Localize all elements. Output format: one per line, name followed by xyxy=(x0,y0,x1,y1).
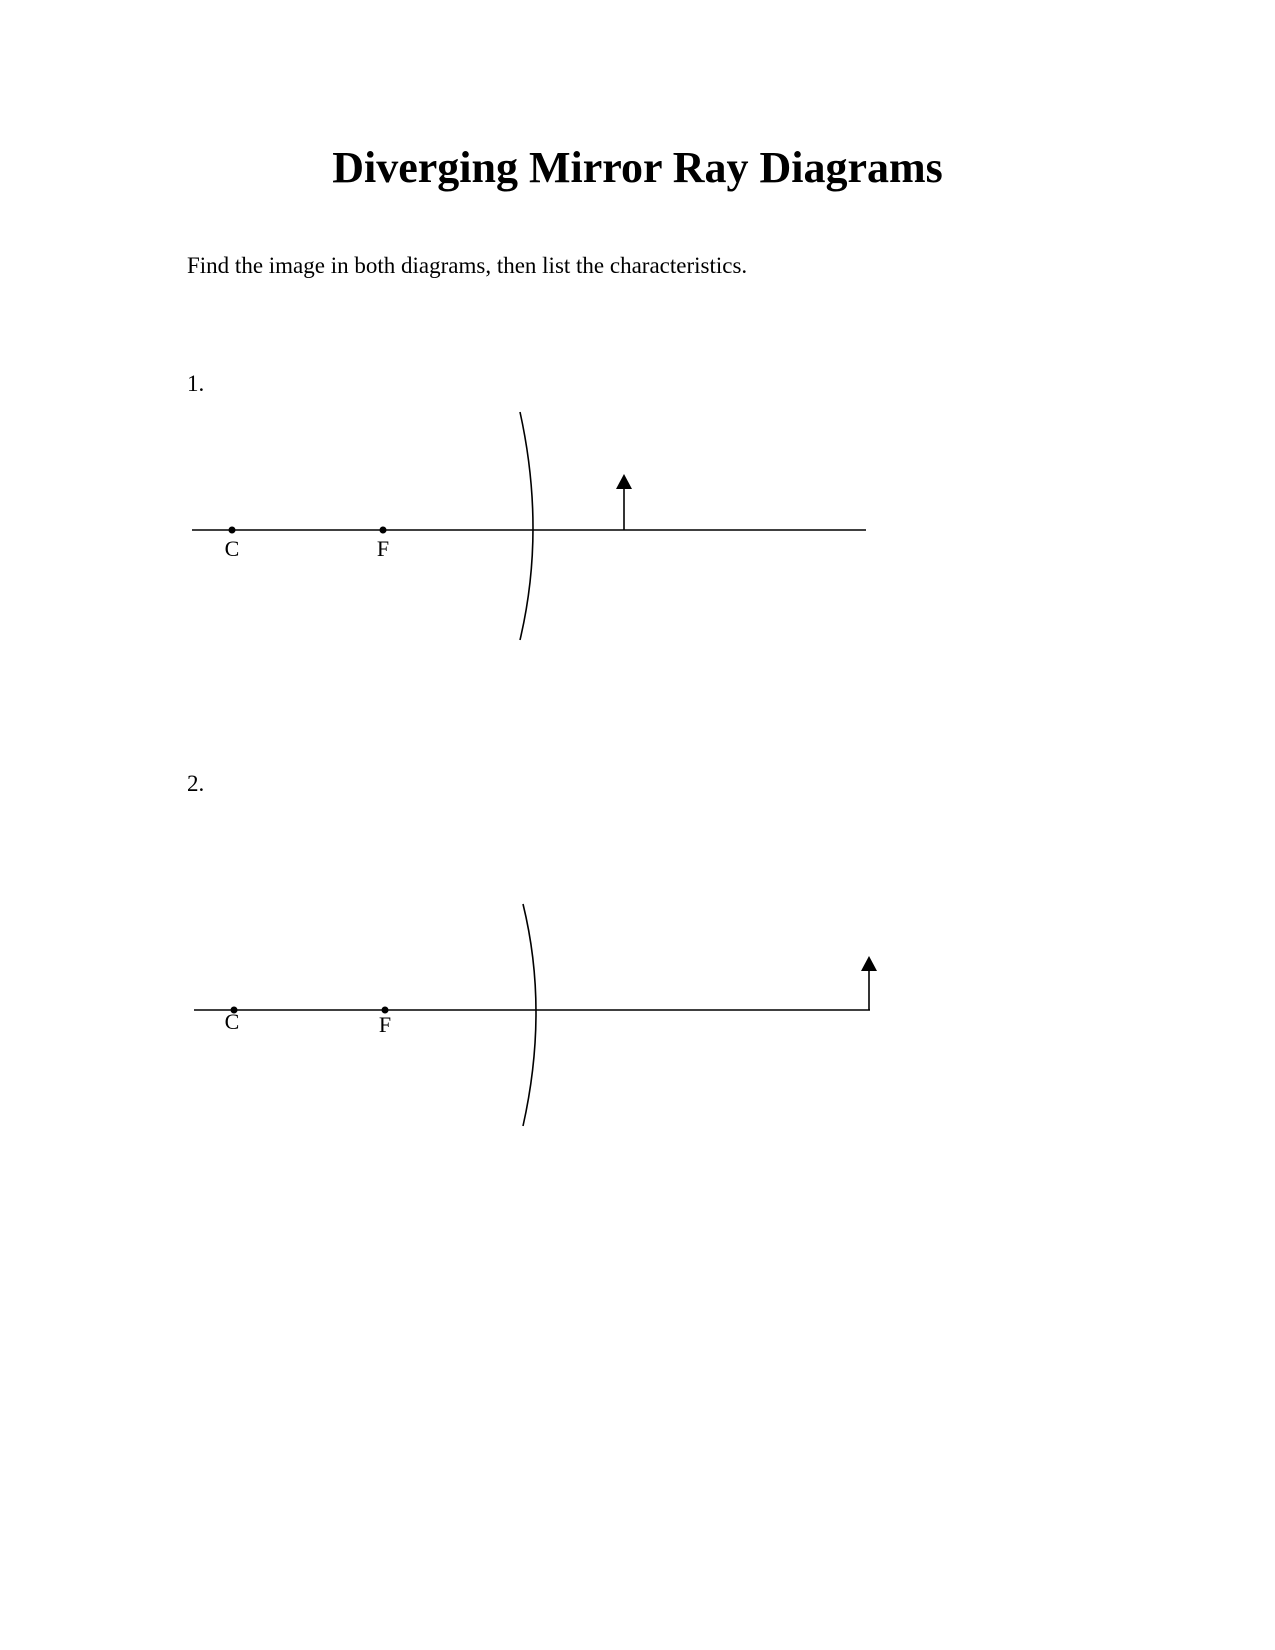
center-of-curvature-label: C xyxy=(224,1009,240,1034)
object-arrow xyxy=(616,474,632,530)
instructions-text: Find the image in both diagrams, then list the characteristics. xyxy=(187,253,748,278)
center-of-curvature-point xyxy=(229,527,236,534)
ray-diagram-1 xyxy=(0,400,1275,660)
diverging-mirror xyxy=(523,904,536,1126)
object-arrow xyxy=(861,956,877,1010)
focal-point-label: F xyxy=(378,1012,392,1037)
focal-point xyxy=(380,527,387,534)
ray-diagram-2 xyxy=(0,880,1275,1140)
page-title: Diverging Mirror Ray Diagrams xyxy=(332,143,943,192)
diverging-mirror xyxy=(520,412,533,640)
problem-number-2: 2. xyxy=(187,771,205,796)
center-of-curvature-label: C xyxy=(224,536,240,561)
focal-point-label: F xyxy=(376,536,390,561)
problem-number-1: 1. xyxy=(187,371,205,396)
